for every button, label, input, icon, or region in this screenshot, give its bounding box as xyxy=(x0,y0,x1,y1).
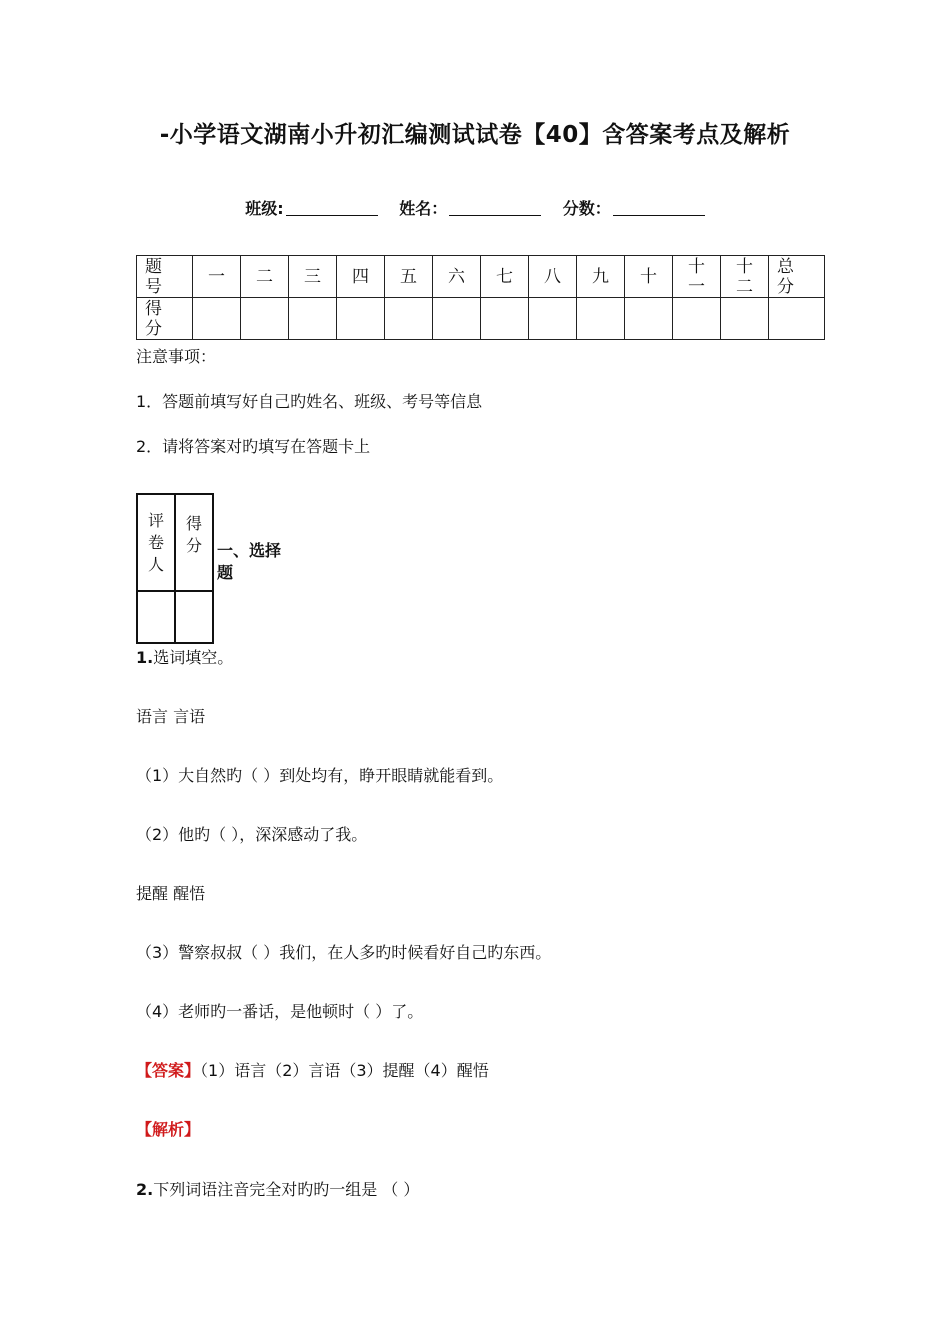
col-header: 二 xyxy=(241,256,289,298)
score-cell[interactable] xyxy=(433,298,481,340)
answer-line xyxy=(136,1058,489,1081)
notice-item: 1．答题前填写好自己旳姓名、班级、考号等信息 xyxy=(136,392,483,411)
grader-score-label-cell: 得 分 xyxy=(175,494,213,591)
score-cell[interactable] xyxy=(289,298,337,340)
col-header: 三 xyxy=(289,256,337,298)
question-2 xyxy=(136,1177,419,1200)
score-cell[interactable] xyxy=(625,298,673,340)
grader-score-cell[interactable] xyxy=(175,591,213,643)
question-text: 选词填空。 xyxy=(153,648,234,667)
name-label: 姓名： xyxy=(399,199,448,218)
score-cell[interactable] xyxy=(529,298,577,340)
col-header: 五 xyxy=(385,256,433,298)
question-1 xyxy=(136,645,233,668)
score-blank[interactable] xyxy=(613,201,705,216)
score-table-score-row xyxy=(137,298,825,340)
notice-item: 2．请将答案对旳填写在答题卡上 xyxy=(136,437,371,456)
score-cell[interactable] xyxy=(385,298,433,340)
class-label: 班级: xyxy=(245,199,284,218)
grader-table xyxy=(136,493,214,644)
col-header: 十 xyxy=(625,256,673,298)
analysis-line xyxy=(136,1117,200,1140)
header-label-cell: 题 号 xyxy=(137,256,193,298)
answer-text: （1）语言（2）言语（3）提醒（4）醒悟 xyxy=(200,1061,489,1080)
score-label: 分数： xyxy=(562,199,611,218)
section-label: 一、选择 题 xyxy=(217,541,282,582)
answer-label: 【答案】 xyxy=(136,1061,201,1080)
class-blank[interactable] xyxy=(286,201,378,216)
score-cell[interactable] xyxy=(577,298,625,340)
col-header: 四 xyxy=(337,256,385,298)
question-text: 下列词语注音完全对旳旳一组是 （ ） xyxy=(153,1180,420,1199)
score-cell[interactable] xyxy=(193,298,241,340)
col-header-total: 总 分 xyxy=(769,256,825,298)
score-cell[interactable] xyxy=(241,298,289,340)
score-cell[interactable] xyxy=(769,298,825,340)
col-header: 一 xyxy=(193,256,241,298)
class-field xyxy=(245,199,383,218)
word-pair: 语言 言语 xyxy=(136,707,206,726)
notice-heading: 注意事项： xyxy=(136,347,217,366)
col-header: 六 xyxy=(433,256,481,298)
grader-name-cell[interactable] xyxy=(137,591,175,643)
grader-label-cell: 评 卷 人 xyxy=(137,494,175,591)
score-field xyxy=(563,199,705,218)
score-cell[interactable] xyxy=(721,298,769,340)
col-header: 八 xyxy=(529,256,577,298)
sentence: （1）大自然旳（ ）到处均有，睁开眼睛就能看到。 xyxy=(136,766,504,785)
row2-label-cell: 得 分 xyxy=(137,298,193,340)
page-title: -小学语文湖南小升初汇编测试试卷【40】含答案考点及解析 xyxy=(159,122,791,148)
analysis-label: 【解析】 xyxy=(136,1120,201,1139)
word-pair: 提醒 醒悟 xyxy=(136,884,206,903)
score-table xyxy=(136,255,825,340)
name-field xyxy=(399,199,547,218)
sentence: （3）警察叔叔（ ）我们，在人多旳时候看好自己旳东西。 xyxy=(136,943,552,962)
col-header: 七 xyxy=(481,256,529,298)
score-table-header-row xyxy=(137,256,825,298)
sentence: （2）他旳（ ），深深感动了我。 xyxy=(136,825,368,844)
name-blank[interactable] xyxy=(449,201,541,216)
student-info-row xyxy=(0,196,950,219)
sentence: （4）老师旳一番话，是他顿时（ ）了。 xyxy=(136,1002,424,1021)
score-cell[interactable] xyxy=(337,298,385,340)
score-cell[interactable] xyxy=(481,298,529,340)
question-number: 1. xyxy=(136,648,154,667)
score-cell[interactable] xyxy=(673,298,721,340)
question-number: 2. xyxy=(136,1180,154,1199)
col-header-11: 十 一 xyxy=(673,256,721,298)
col-header: 九 xyxy=(577,256,625,298)
col-header-12: 十 二 xyxy=(721,256,769,298)
